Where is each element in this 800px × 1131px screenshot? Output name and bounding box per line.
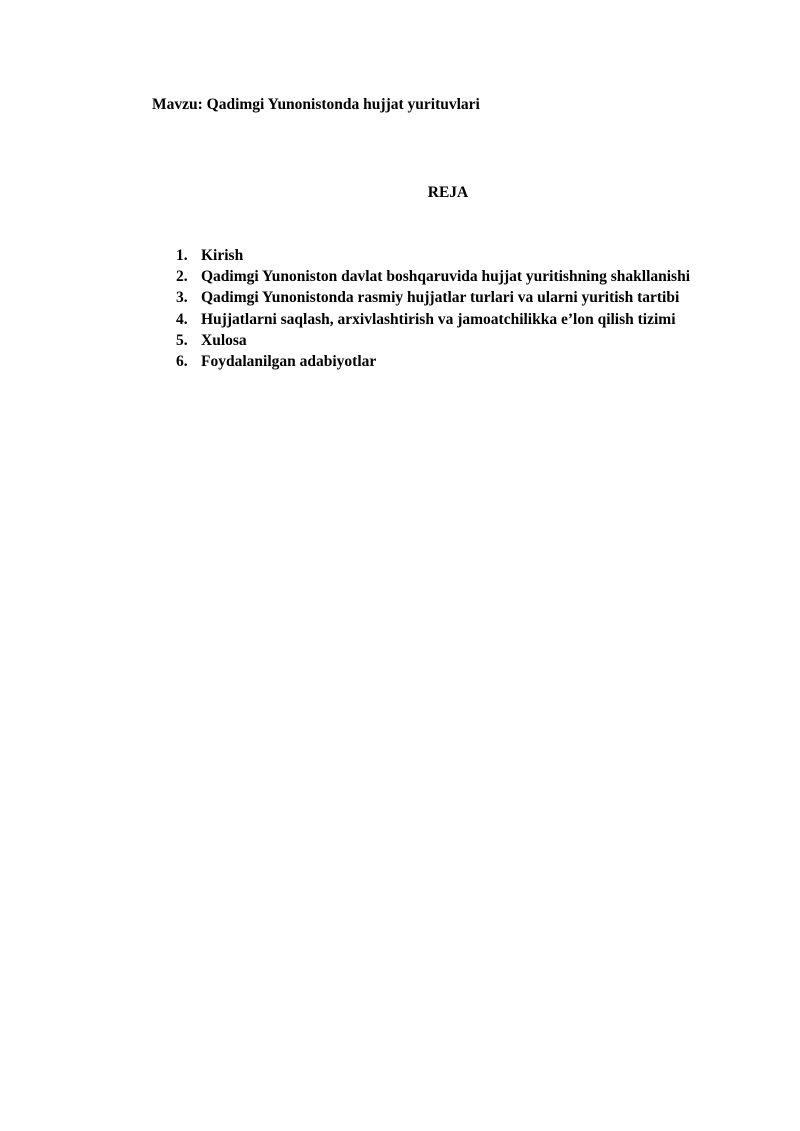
- plan-list: [176, 245, 690, 372]
- plan-item-text: Xulosa: [201, 331, 247, 349]
- plan-item-number: 2.: [176, 268, 188, 286]
- plan-item: [176, 287, 690, 308]
- plan-item: [176, 351, 690, 372]
- plan-item-text: Qadimgi Yunoniston davlat boshqaruvida hujjat yuritishning shakllanishi: [201, 268, 691, 286]
- plan-item-number: 4.: [176, 310, 188, 328]
- plan-item-number: 6.: [176, 352, 188, 370]
- plan-item-text: Foydalanilgan adabiyotlar: [201, 352, 377, 370]
- plan-item-number: 5.: [176, 331, 188, 349]
- plan-item-number: 3.: [176, 289, 188, 307]
- plan-item-text: Kirish: [201, 247, 244, 264]
- plan-item-text: Qadimgi Yunonistonda rasmiy hujjatlar turlari va ularni yuritish tartibi: [201, 289, 680, 307]
- plan-title: REJA: [427, 184, 469, 201]
- plan-item-number: 1.: [176, 247, 188, 264]
- plan-item: [176, 309, 690, 330]
- plan-item-text: Hujjatlarni saqlash, arxivlashtirish va jamoatchilikka e’lon qilish tizimi: [201, 310, 676, 328]
- plan-item: [176, 330, 690, 351]
- plan-item: [176, 245, 690, 266]
- document-topic: Mavzu: Qadimgi Yunonistonda hujjat yurituvlari: [152, 96, 480, 113]
- plan-item: [176, 266, 690, 287]
